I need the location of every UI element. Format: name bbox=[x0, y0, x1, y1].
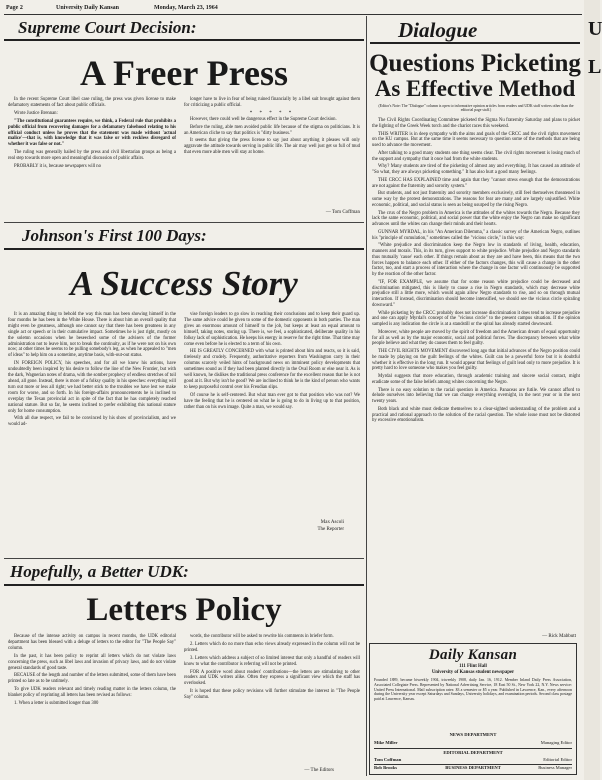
masthead-address: 111 Flint Hall bbox=[459, 664, 487, 669]
headline-success-story: A Success Story bbox=[70, 264, 298, 303]
staff-title: Business Manager bbox=[538, 765, 572, 770]
paragraph: With all due respect, we fail to be convinced by his show of provincialism, and we would ad- bbox=[8, 416, 176, 428]
paragraph: words, the contributor will be asked to rewrite his comments in briefer form. bbox=[190, 634, 334, 639]
paragraph: BECAUSE of the length and number of the letters submitted, some of them have been printed so late as to be untimely. bbox=[8, 673, 176, 685]
staff-row-business bbox=[374, 765, 572, 774]
dept-label: EDITORIAL DEPARTMENT bbox=[443, 750, 503, 755]
paper-name: University Daily Kansan bbox=[56, 5, 120, 11]
paragraph: There is no easy solution to the racial question in America. Panaceas are futile. We cannot afford to delude ourselves into believing that we can change everything overnight, in the next year or in the next twenty years. bbox=[372, 387, 580, 404]
paragraph: vise foreign leaders to go slow in reaching their conclusions and to keep their guard up. The same advice could be given to some of the domestic opponents in both parties. The man gives an enormous amount of himself to the job, but keeps at least an equal amount to himself, taking notes, storing up. There is, we feel, a sophisticated, deliberate quality in his folksy lack of sophistication. He keeps his energy in reserve for the right time. That time may come even before he is elected to a term of his own. bbox=[184, 312, 360, 347]
staff-divider bbox=[374, 748, 572, 749]
headline-rule bbox=[370, 42, 580, 44]
paragraph: "IF, FOR EXAMPLE, we assume that for some reason white prejudice could be decreased and discrimination mitigated, this is likely to cause a rise in Negro standards, which may decrease white prejudice still a little more, which would again allow Negro standards to rise, and so on through mutual interaction. If instead, discrimination should become intensified, we should see the vicious circle spiraling downward." bbox=[372, 279, 580, 308]
paragraph: The Civil Rights Coordinating Committee picketed the Sigma Nu fraternity Saturday and plans to picket the lighting of the Greek Week torch and the chariot races this weekend. bbox=[372, 118, 580, 129]
paragraph: It is hoped that these policy revisions will further stimulate the interest in "The People Say" column. bbox=[184, 689, 360, 701]
dept-label: NEWS DEPARTMENT bbox=[449, 732, 497, 737]
paragraph: It seems that giving the press license to say just about anything it pleases will only aggravate the attitude towards serving in public life. The air may well just get so full of mud that even more able men will stay at home. bbox=[184, 138, 360, 156]
staff-title: Managing Editor bbox=[540, 740, 572, 745]
dialogue-body bbox=[372, 118, 580, 426]
paragraph: FOR A positive word about readers' contributions—the letters are stimulating to other readers and UDK writers alike. Often they express a significant view which the staff has overlooked. bbox=[184, 669, 360, 687]
staff-name: Mike Miller bbox=[374, 740, 398, 745]
masthead-details: Founded 1889, became biweekly 1904, triweekly 1908, daily Jan. 16, 1912. Member Inland Daily Press Association, Associated Collegiate Press. Represented by National Advertising Service, 18 East 50 St., New York 22, N.Y. News service: United Press International. Mail subscription rates: $3 a semester or $5 a year. Published in Lawrence, Kan., every afternoon during the University year except Saturdays and Sundays, University holidays, and examination periods. Second class postage paid at Lawrence, Kansas. bbox=[374, 678, 572, 702]
kicker-dialogue: Dialogue bbox=[398, 18, 478, 42]
paragraph: HE IS GREATLY CONCERNED with what is printed about him and reacts, so it is said, tirelessly and crudely. Frequently, authoritative reporters from Washington carry in their columns scarcely veiled hints of background news on imminent policy developments that sometimes sound as if they had been planted directly in the Oval Room or else near it. As is well known, he dislikes the traditional press conference for the excellent reason that he is not good at it. But why isn't he good? We are inclined to think he is the kind of person who wants to keep purposeful control over his Freudian slips. bbox=[184, 349, 360, 390]
edge-letter: U bbox=[588, 18, 602, 40]
paragraph: PROBABLY it is, because newspapers will no bbox=[14, 164, 101, 170]
signature-author: Max Ascoli bbox=[320, 520, 344, 525]
letters-col-2 bbox=[184, 634, 360, 703]
edge-letter: L bbox=[588, 56, 602, 78]
paragraph: GUNNAR MYRDAL, in his "An American Dilemma," a classic survey of the American Negro, outlines his "principle of cumulation," sometimes called the "vicious circle," in this way: bbox=[372, 229, 580, 241]
paragraph: Why? Many students are tired of the picketing of almost any and everything. It has caused an attitude of "So what, they are always picketing something." It has also hurt a good many feelings. bbox=[372, 164, 580, 175]
paragraph: 2. Letters which do no more than echo views already expressed in the column will not be printed. bbox=[184, 641, 360, 653]
success-col-2 bbox=[184, 312, 360, 413]
page-header bbox=[4, 4, 582, 15]
headline-rule bbox=[4, 39, 364, 41]
staff-title: Editorial Editor bbox=[543, 757, 572, 762]
section-divider bbox=[4, 222, 364, 223]
separator-stars: * * * * * bbox=[249, 110, 295, 116]
adjacent-page-edge bbox=[584, 0, 600, 780]
paragraph: 1. When a letter is submitted longer than 300 bbox=[14, 701, 99, 707]
paragraph: Of course he is self-centered. But what man ever got to that position who was not? We have the feeling that he is centered on what he is going to do in living up to that position, rather than on his own image. Quite a man, we would say. bbox=[184, 392, 360, 410]
headline-rule bbox=[4, 584, 364, 586]
paragraph: After talking to a good many students one thing seems clear. The civil rights movement is losing much of the support and sympathy that it once had from the white students. bbox=[372, 150, 580, 162]
paragraph: THE CRCC HAS EXPLAINED time and again that they "cannot stress enough that the demonstrations are not against the fraternity and sorority system." bbox=[372, 177, 580, 189]
kicker-supreme-court: Supreme Court Decision: bbox=[18, 18, 197, 37]
headline-freer-press: A Freer Press bbox=[80, 53, 288, 93]
paragraph: But students, and not just fraternity and sorority members exclusively, still feel themselves threatened in some way by the protest demonstrations. The reasons for fear are many and are largely unjustified. White economic, political, and social status is seen as being usurped by the rising Negro. bbox=[372, 191, 580, 208]
headline-rule bbox=[4, 248, 364, 250]
paragraph: "The constitutional guarantees require, we think, a Federal rule that prohibits a public official from recovering damages for a defamatory falsehood relating to his official conduct unless he proves that the statement was made without 'actual malice'—that is, with knowledge that it was false or with reckless disregard of whether it was false or not." bbox=[8, 118, 176, 148]
paragraph: "White prejudice and discrimination keep the Negro low in standards of living, health, education, manners and morals. This, in its turn, gives support to white prejudice. White prejudice and Negro standards thus mutually 'cause' each other. If things remain about as they are and have been, this means that the two forces happen to balance each other. If either of the factors changes, this will cause a change in the other factor, too, and start a process of interaction where the change in one factor will continuously be supported by the reaction of the other factor. bbox=[372, 243, 580, 277]
dept-label: BUSINESS DEPARTMENT bbox=[445, 765, 501, 770]
kicker-johnson: Johnson's First 100 Days: bbox=[22, 226, 207, 245]
headline-picketing-2: As Effective Method bbox=[374, 76, 576, 101]
paragraph: THIS WRITER is in deep sympathy with the aims and goals of the CRCC and the civil rights movement on the KU campus. But at the same time it seems necessary to question some of the methods that are being used to advance the movement. bbox=[372, 131, 580, 148]
staff-name: Tom Coffman bbox=[374, 757, 402, 762]
paragraph: IN FOREIGN POLICY, his speeches, and for all we know his actions, have undoubtedly been inspired by his desire to follow the line of the New Frontier, but with the dark, Wagnerian notes of drama, with the somber prophecy of endless stretches of toil ahead, all gone. Instead, there is more of a folksy quality in his speeches: everything will turn out more or less all right; we had better stick to the troubles we have lest we make room for worse, and so forth. In his foreign-affairs pronouncements he is inclined to overplay the Texan provincial act in spite of the fact that he has completely reached national stature. But so far, he seems inclined to prefer exhibiting this national stature only for home consumption. bbox=[8, 361, 176, 414]
staff-name: Bob Brooks bbox=[374, 765, 398, 770]
paragraph: Myrdal suggests that more education, through academic training and sincere social contact, might eradicate some of the false beliefs among whites concerning the Negro. bbox=[372, 374, 580, 385]
headline-letters-policy: Letters Policy bbox=[86, 592, 282, 628]
paragraph: It is an amazing thing to behold the way this man has been showing himself in the four months he has been in the White House. There is about him an overall quality that might even be greatness, although one cannot say that there has been greatness in any single act or speech or in their cumulative impact. Sometimes he is just right, mostly on the solemn occasions when he beseeched some of the advisers of the former administration not to leave him, not to break the continuity, as if he were not on his own now; at other times he seems to be pulling somebody's leg, as when he appealed to "men of ideas" to help him on a sometime, anytime basis, with-out-out status. bbox=[8, 312, 176, 359]
signature: — The Editors bbox=[304, 768, 334, 773]
paragraph: Wrote Justice Brennan: bbox=[14, 110, 58, 116]
editor-note: (Editor's Note: The "Dialogue" column is open to informative opinion articles from readers and UDK staff writers other than the editorial page staff.) bbox=[378, 104, 574, 113]
paragraph: However, there could well be dangerous effect in the Supreme Court decision. bbox=[190, 116, 337, 122]
masthead-title: Daily Kansan bbox=[428, 647, 518, 663]
paragraph: The crux of the Negro problem in America is the attitudes of the whites towards the Negro. Because they lack the same economic, political, and social power that the white enjoy the Negro can make no significant advances until the whites can change their minds and their hearts. bbox=[372, 210, 580, 227]
paragraph: longer have to live in fear of being ruined financially by a libel suit brought against them for criticizing a public official. bbox=[184, 97, 360, 108]
page-number: Page 2 bbox=[6, 5, 23, 11]
issue-date: Monday, March 23, 1964 bbox=[154, 5, 218, 11]
paragraph: In the recent Supreme Court libel case ruling, the press was given license to make defamatory statements of fact about public officials. bbox=[8, 97, 176, 108]
paragraph: In the past, it has been policy to reprint all letters which do not violate laws concerning the press, such as libel laws and invasion of privacy laws, and do not violate general standards of good taste. bbox=[8, 653, 176, 671]
signature: — Rick Mabbutt bbox=[542, 634, 576, 639]
section-divider bbox=[4, 558, 364, 559]
paragraph: The ruling was generally hailed by the press and civil libertarian groups as being a real step towards more open and meaningful discussion of public affairs. bbox=[8, 150, 176, 162]
kicker-better-udk: Hopefully, a Better UDK: bbox=[10, 562, 189, 581]
signature: — Tom Coffman bbox=[325, 210, 360, 215]
paragraph: Moreover, white people are moved by the spirit of freedom and the American dream of equal opportunity for all as well as by the major economic, social and political forces. The discrepancy between what white people believe and what they do causes them to feel guilty. bbox=[372, 329, 580, 347]
paragraph: While picketing by the CRCC probably does not increase discrimination it does tend to increase prejudice and one can apply Myrdal's concept of the "vicious circle" to the present campus situation. If the opinion sampled is any indication the circle is at a standstill or the spiral has already started downward. bbox=[372, 310, 580, 327]
paragraph: To give UDK readers relevant and timely reading matter in the letters column, the blanket policy of reprinting all letters has been revised as follows: bbox=[8, 687, 176, 699]
signature-source: The Reporter bbox=[317, 527, 344, 532]
column-divider bbox=[366, 16, 367, 776]
paragraph: Before the ruling, able men avoided public life because of the stigma on politicians. It is an American cliche to say that politics is "dirty business." bbox=[184, 124, 360, 136]
paragraph: 3. Letters which address a subject of so limited interest that only a handful of readers will know to what the contributor is referring will not be printed. bbox=[184, 655, 360, 667]
paragraph: THE CIVIL RIGHTS MOVEMENT discovered long ago that initial advances of the Negro position could be made by playing on the guilt feelings of the whites. Guilt can be a powerful force but it is doubtful whether it is effective in the long run. It would appear that feelings of guilt lead only to more prejudice. It is pretty hard to love someone who makes you feel guilty. bbox=[372, 349, 580, 372]
masthead-box bbox=[369, 643, 577, 775]
paragraph: Both black and white must dedicate themselves to a clear-sighted understanding of the problem and a practical and rational approach to the solution of the racial question. The whole issue must not be distorted by excessive emotionalism. bbox=[372, 406, 580, 424]
headline-picketing-1: Questions Picketing bbox=[369, 50, 581, 77]
freer-press-col-1 bbox=[8, 97, 176, 172]
success-col-1 bbox=[8, 312, 176, 430]
masthead-subtitle: University of Kansas student newspaper bbox=[431, 670, 515, 675]
freer-press-col-2 bbox=[184, 97, 360, 158]
paragraph: Because of the intense activity on campus in recent months, the UDK editorial department has been blessed with a deluge of letters to the editor for "The People Say" column. bbox=[8, 634, 176, 651]
letters-col-1 bbox=[8, 634, 176, 709]
